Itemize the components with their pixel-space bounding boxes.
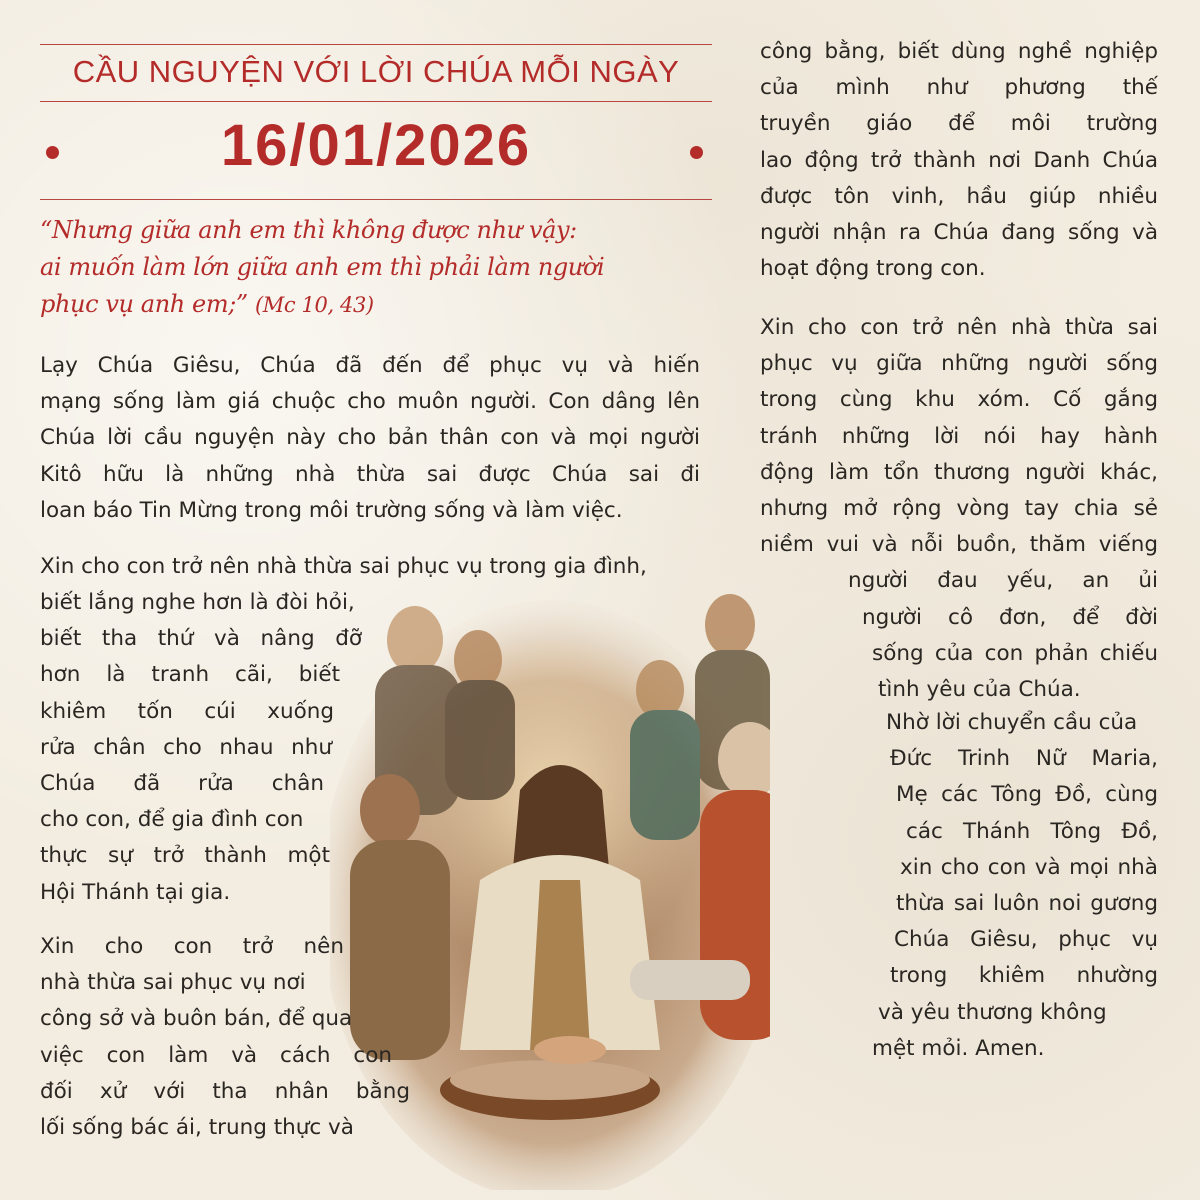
text-line: lối sống bác ái, trung thực và [40, 1115, 354, 1141]
text-line: động làm tổn thương người khác, [760, 459, 1158, 485]
quote-line-text: phục vụ anh em;” [40, 290, 248, 318]
text-line: thừa sai luôn noi gương [896, 891, 1158, 917]
quote-line [40, 286, 720, 324]
text-line: Lạy Chúa Giêsu, Chúa đã đến để phục vụ và hiến [40, 353, 700, 378]
text-line: Xin cho con trở nên nhà thừa sai [760, 315, 1158, 340]
text-line: được tôn vinh, hầu giúp nhiều [760, 183, 1158, 209]
quote-line: “Nhưng giữa anh em thì không được như vậy: [40, 216, 577, 244]
text-line: rửa chân cho nhau như [40, 734, 332, 760]
prayer-paragraph-3 [40, 929, 410, 1146]
text-line: trong cùng khu xóm. Cố gắng [760, 387, 1158, 413]
text-line: truyền giáo để môi trường [760, 111, 1158, 137]
prayer-paragraph-6 [760, 705, 1158, 1067]
prayer-paragraph-2-first-line [40, 549, 700, 585]
quote-line: ai muốn làm lớn giữa anh em thì phải làm người [40, 253, 605, 281]
text-line: hoạt động trong con. [760, 256, 986, 282]
scripture-reference: (Mc 10, 43) [255, 293, 374, 317]
text-line: Hội Thánh tại gia. [40, 879, 231, 905]
text-line: biết tha thứ và nâng đỡ [40, 626, 362, 652]
text-line: và yêu thương không [878, 999, 1107, 1025]
text-line: của mình như phương thế [760, 75, 1158, 101]
text-line: Chúa lời cầu nguyện này cho bản thân con và mọi người [40, 425, 700, 451]
text-line: Nhờ lời chuyển cầu của [886, 710, 1138, 735]
text-line: biết lắng nghe hơn là đòi hỏi, [40, 590, 355, 615]
text-line: nhưng mở rộng vòng tay chia sẻ [760, 496, 1158, 522]
text-line: người nhận ra Chúa đang sống và [760, 220, 1158, 246]
text-line: người cô đơn, để đời [862, 604, 1158, 630]
text-line: Mẹ các Tông Đồ, cùng [896, 782, 1158, 808]
prayer-paragraph-2 [40, 585, 410, 911]
text-line: cho con, để gia đình con [40, 807, 304, 833]
date-heading: 16/01/2026 [220, 113, 532, 178]
text-line: thực sự trở thành một [40, 843, 330, 869]
text-line: khiêm tốn cúi xuống [40, 698, 334, 724]
text-line: việc con làm và cách con [40, 1042, 392, 1068]
text-line: phục vụ giữa những người sống [760, 351, 1158, 377]
text-line: loan báo Tin Mừng trong môi trường sống và làm việc. [40, 497, 623, 523]
text-line: Chúa đã rửa chân [40, 771, 324, 797]
text-line: sống của con phản chiếu [872, 640, 1158, 666]
right-bullet-dot [690, 146, 703, 159]
text-line: công bằng, biết dùng nghề nghiệp [760, 39, 1158, 64]
text-line: Đức Trinh Nữ Maria, [890, 746, 1158, 772]
prayer-paragraph-1 [40, 348, 700, 529]
text-line: lao động trở thành nơi Danh Chúa [760, 147, 1158, 173]
prayer-paragraph-4 [760, 34, 1158, 287]
text-line: nhà thừa sai phục vụ nơi [40, 970, 306, 996]
text-line: mệt mỏi. Amen. [872, 1035, 1045, 1061]
text-line: tình yêu của Chúa. [878, 677, 1081, 703]
text-line: công sở và buôn bán, để qua [40, 1006, 353, 1032]
scripture-quote [40, 212, 720, 324]
text-line: đối xử với tha nhân bằng [40, 1078, 410, 1104]
header-top-rule [40, 44, 712, 45]
text-line: xin cho con và mọi nhà [900, 854, 1158, 880]
text-line: trong khiêm nhường [890, 963, 1158, 989]
header-bottom-rule [40, 199, 712, 200]
header-middle-rule [40, 101, 712, 102]
page-title: CẦU NGUYỆN VỚI LỜI CHÚA MỖI NGÀY [72, 54, 680, 89]
prayer-paragraph-5 [760, 310, 1158, 708]
text-line: niềm vui và nỗi buồn, thăm viếng [760, 532, 1158, 558]
text-line: Xin cho con trở nên nhà thừa sai phục vụ trong gia đình, [40, 554, 647, 579]
text-line: Chúa Giêsu, phục vụ [894, 927, 1158, 953]
text-line: các Thánh Tông Đồ, [906, 818, 1158, 844]
text-line: tránh những lời nói hay hành [760, 423, 1158, 449]
text-line: người đau yếu, an ủi [848, 568, 1158, 594]
text-line: Xin cho con trở nên [40, 934, 344, 959]
text-line: hơn là tranh cãi, biết [40, 662, 340, 688]
text-line: Kitô hữu là những nhà thừa sai được Chúa sai đi [40, 461, 700, 487]
text-line: mạng sống làm giá chuộc cho muôn người. Con dâng lên [40, 389, 700, 415]
